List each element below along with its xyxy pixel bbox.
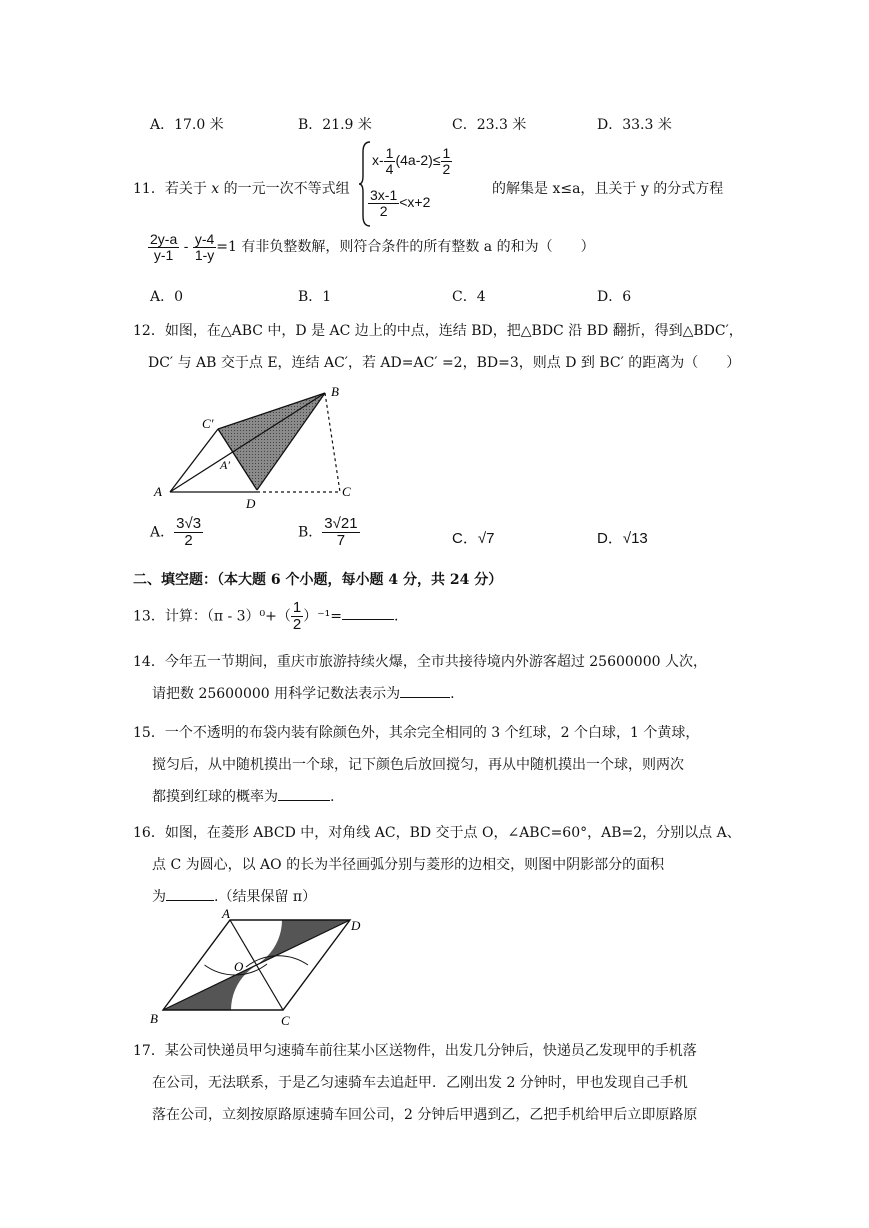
q10-option-c: C．23.3 米 xyxy=(452,117,527,133)
q17-line-3: 落在公司，立刻按原路原速骑车回公司，2 分钟后甲遇到乙，乙把手机给甲后立即原路原 xyxy=(152,1107,698,1123)
q14-line-1: 14．今年五一节期间，重庆市旅游持续火爆，全市共接待境内外游客超过 25600000 人次， xyxy=(133,654,707,670)
q11-option-c: C．4 xyxy=(452,289,486,305)
q11-option-b: B．1 xyxy=(298,289,332,305)
label-A-prime: A′ xyxy=(220,458,230,472)
q12-figure xyxy=(150,382,365,512)
q11-option-a: A．0 xyxy=(150,289,184,305)
label-O: O xyxy=(234,959,244,974)
q15-answer-blank[interactable] xyxy=(278,786,330,801)
label-D: D xyxy=(246,496,256,511)
inequality-1: x- $\frac{1}{4}$ (4a-2)≤ $\frac{1}{2}$ xyxy=(372,145,451,177)
q16-line-3: 为 .（结果保留 π） xyxy=(152,886,316,906)
q15-line-1: 15．一个不透明的布袋内装有除颜色外，其余完全相同的 3 个红球，2 个白球，1 个黄球， xyxy=(133,725,700,741)
shaded-triangle xyxy=(218,393,325,490)
q12-option-d: D．√13 xyxy=(597,530,648,547)
q16-figure xyxy=(145,906,370,1028)
label-A: A xyxy=(154,484,162,499)
q10-option-d: D．33.3 米 xyxy=(597,117,672,133)
q16-line-1: 16．如图，在菱形 ABCD 中，对角线 AC，BD 交于点 O，∠ABC=60°，AB=2，分别以点 A、 xyxy=(133,825,741,841)
label-C: C xyxy=(342,484,351,499)
label-C-prime: C′ xyxy=(202,416,214,431)
q13-answer-blank[interactable] xyxy=(342,605,394,620)
q16-line-2: 点 C 为圆心，以 AO 的长为半径画弧分别与菱形的边相交，则图中阴影部分的面积 xyxy=(152,857,665,873)
q12-option-b: B． $\frac{3√21}{7}$ xyxy=(298,515,358,549)
q11-equation: $\frac{2y-a}{y-1}$ - $\frac{y-4}{1-y}$ =1 有非负整数解，则符合条件的所有整数 a 的和为（ ） xyxy=(150,231,595,263)
label-B: B xyxy=(150,1011,158,1026)
q16-answer-blank[interactable] xyxy=(166,886,214,901)
q11-option-d: D．6 xyxy=(597,289,632,305)
q12-option-a: A． $\frac{3√3}{2}$ xyxy=(150,515,202,549)
q12-line-1: 12．如图，在△ABC 中，D 是 AC 边上的中点，连结 BD，把△BDC 沿 BD 翻折，得到△BDC′， xyxy=(133,323,743,339)
q12-line-2: DC′ 与 AB 交于点 E，连结 AC′，若 AD=AC′ =2，BD=3，则点 D 到 BC′ 的距离为（ ） xyxy=(148,355,741,371)
q15-line-3: 都摸到红球的概率为 . xyxy=(152,786,334,806)
q14-answer-blank[interactable] xyxy=(400,683,450,698)
q17-line-2: 在公司，无法联系，于是乙匀速骑车去追赶甲．乙刚出发 2 分钟时，甲也发现自己手机 xyxy=(152,1075,688,1091)
section-2-heading: 二、填空题：（本大题 6 个小题，每小题 4 分，共 24 分） xyxy=(133,572,503,588)
q15-line-2: 搅匀后，从中随机摸出一个球，记下颜色后放回搅匀，再从中随机摸出一个球，则两次 xyxy=(152,757,684,773)
inequality-2: $\frac{3x-1}{2}$ <x+2 xyxy=(370,187,431,219)
label-A: A xyxy=(222,906,230,921)
label-C: C xyxy=(281,1013,290,1028)
q17-line-1: 17．某公司快递员甲匀速骑车前往某小区送物件，出发几分钟后，快递员乙发现甲的手机落 xyxy=(133,1043,697,1059)
label-B: B xyxy=(331,384,339,399)
q10-option-b: B．21.9 米 xyxy=(298,117,372,133)
q12-option-c: C．√7 xyxy=(452,530,495,547)
q11-stem-tail: 的解集是 x≤a，且关于 y 的分式方程 xyxy=(492,181,724,197)
q11-stem: 11．若关于 x 的一元一次不等式组 xyxy=(133,181,350,197)
q10-option-a: A．17.0 米 xyxy=(150,117,224,133)
q14-line-2: 请把数 25600000 用科学记数法表示为 . xyxy=(152,683,455,703)
q13: 13．计算：（π - 3）⁰+（ $\frac{1}{2}$ ）⁻¹= . xyxy=(133,599,399,633)
label-D: D xyxy=(351,918,361,933)
